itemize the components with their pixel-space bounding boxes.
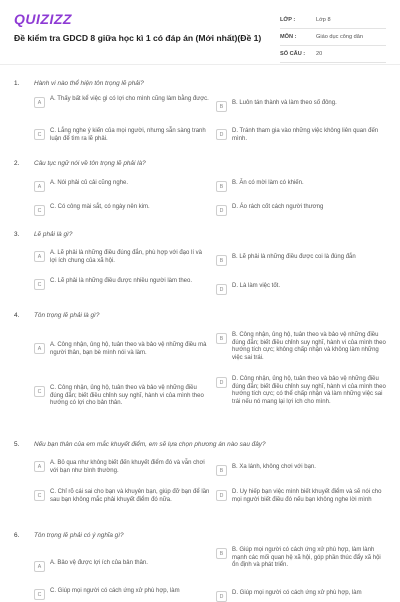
option-a[interactable] xyxy=(34,250,210,265)
quizizz-logo: QUIZIZZ xyxy=(14,11,72,27)
meta-key: MÔN : xyxy=(280,34,297,40)
option-text: A. Bỏ qua như không biết đến khuyết điểm đó và vẫn chơi với bạn như bình thường. xyxy=(50,460,205,474)
option-b[interactable] xyxy=(216,332,386,362)
option-letter: A xyxy=(34,461,45,472)
question-text: Hành vi nào thể hiện tôn trọng lẽ phải? xyxy=(34,80,144,87)
option-letter: D xyxy=(216,129,227,140)
option-text: D. Uy hiếp bạn việc mình biết khuyết điểm và sẽ nói cho mọi người biết điều đó nếu bạn không nghe lời mình xyxy=(232,489,382,503)
option-letter: A xyxy=(34,343,45,354)
option-d[interactable] xyxy=(216,128,386,143)
question-text: Nếu bạn thân của em mắc khuyết điểm, em sẽ lựa chọn phương án nào sau đây? xyxy=(34,441,266,448)
question-1 xyxy=(14,80,386,150)
option-letter: D xyxy=(216,591,227,602)
option-a[interactable] xyxy=(34,180,210,192)
option-c[interactable] xyxy=(34,588,210,600)
option-letter: C xyxy=(34,129,45,140)
option-text: D. Giúp mọi người có cách ứng xử phù hợp, làm xyxy=(232,590,362,596)
option-a[interactable] xyxy=(34,560,210,572)
option-letter: B xyxy=(216,465,227,476)
question-number: 4. xyxy=(14,312,20,319)
option-letter: C xyxy=(34,490,45,501)
question-6 xyxy=(14,532,386,600)
question-text: Tôn trọng lẽ phải có ý nghĩa gì? xyxy=(34,532,124,539)
option-text: A. Thấy bất kể việc gì có lợi cho mình cũng làm bằng được. xyxy=(50,96,209,102)
option-c[interactable] xyxy=(34,385,210,408)
question-2 xyxy=(14,160,386,220)
option-b[interactable] xyxy=(216,254,386,266)
option-letter: B xyxy=(216,181,227,192)
meta-row-count xyxy=(280,46,386,63)
option-c[interactable] xyxy=(34,489,210,504)
option-text: C. Công nhận, ủng hộ, tuân theo và bảo vệ những điều đúng đắn; biết điều chỉnh suy nghĩ, hành vi của mình theo hướng có lợi cho bản thân. xyxy=(50,385,204,407)
question-text: Câu tục ngữ nói về tôn trọng lẽ phải là? xyxy=(34,160,146,167)
option-c[interactable] xyxy=(34,128,210,143)
meta-value: Lớp 8 xyxy=(316,17,331,23)
option-a[interactable] xyxy=(34,96,210,108)
option-text: D. Công nhận, ủng hộ, tuân theo và bảo vệ những điều đúng đắn; biết điều chỉnh suy nghĩ, hành vi của mình theo hướng tích cực; có thể chấp nhận và làm những việc sai trái nếu nó mang lại lợi ích cho mình. xyxy=(232,376,386,405)
option-d[interactable] xyxy=(216,283,386,295)
question-number: 6. xyxy=(14,532,20,539)
question-number: 3. xyxy=(14,231,20,238)
meta-key: LỚP : xyxy=(280,17,296,23)
option-text: B. Luôn tán thành và làm theo số đông. xyxy=(232,100,337,106)
option-text: B. Giúp mọi người có cách ứng xử phù hợp, làm lành mạnh các mối quan hệ xã hội, góp phần thúc đẩy xã hội ổn định và phát triển. xyxy=(232,547,381,569)
option-b[interactable] xyxy=(216,464,386,476)
option-d[interactable] xyxy=(216,590,386,602)
option-letter: C xyxy=(34,386,45,397)
option-text: B. Công nhận, ủng hộ, tuân theo và bảo vệ những điều đúng đắn; biết điều chỉnh suy nghĩ, hành vi của mình theo hướng tích cực; không chấp nhận và không làm những việc sai trái. xyxy=(232,332,386,361)
option-c[interactable] xyxy=(34,278,210,290)
option-letter: B xyxy=(216,333,227,344)
option-letter: D xyxy=(216,490,227,501)
question-4 xyxy=(14,312,386,432)
option-letter: A xyxy=(34,181,45,192)
option-letter: C xyxy=(34,205,45,216)
meta-key: SỐ CÂU : xyxy=(280,51,306,57)
option-text: D. Là làm việc tốt. xyxy=(232,283,281,289)
option-a[interactable] xyxy=(34,460,210,475)
option-letter: D xyxy=(216,284,227,295)
option-text: B. Ăn có mời làm có khiến. xyxy=(232,180,304,186)
question-3 xyxy=(14,231,386,301)
header-divider xyxy=(0,64,400,65)
question-text: Tôn trọng lẽ phải là gì? xyxy=(34,312,100,319)
option-b[interactable] xyxy=(216,547,386,570)
option-text: A. Công nhận, ủng hộ, tuân theo và bảo vệ những điều mà người thân, bạn bè mình nói và làm. xyxy=(50,342,207,356)
option-letter: B xyxy=(216,101,227,112)
option-text: C. Giúp mọi người có cách ứng xử phù hợp, làm xyxy=(50,588,180,594)
option-text: B. Lẽ phải là những điều được coi là đúng đắn xyxy=(232,254,356,260)
option-text: D. Áo rách cốt cách người thương xyxy=(232,204,324,210)
option-text: C. Chỉ rõ cái sai cho bạn và khuyên bạn, giúp đỡ bạn để lần sau bạn không mắc phải khuyết điểm đó nữa. xyxy=(50,489,210,503)
option-letter: A xyxy=(34,561,45,572)
option-d[interactable] xyxy=(216,376,386,406)
option-text: C. Lắng nghe ý kiến của mọi người, nhưng sẵn sàng tranh luận để tìm ra lẽ phải. xyxy=(50,128,206,142)
option-letter: B xyxy=(216,255,227,266)
option-letter: D xyxy=(216,377,227,388)
option-c[interactable] xyxy=(34,204,210,216)
option-text: D. Tránh tham gia vào những việc không liên quan đến mình. xyxy=(232,128,379,142)
question-number: 5. xyxy=(14,441,20,448)
option-text: A. Nói phải củ cải cũng nghe. xyxy=(50,180,129,186)
option-text: C. Lẽ phải là những điều được nhiều người làm theo. xyxy=(50,278,193,284)
option-letter: A xyxy=(34,251,45,262)
meta-value: 20 xyxy=(316,51,323,57)
option-b[interactable] xyxy=(216,180,386,192)
meta-row-grade xyxy=(280,12,386,29)
option-a[interactable] xyxy=(34,342,210,357)
option-d[interactable] xyxy=(216,489,386,504)
question-5 xyxy=(14,441,386,521)
option-text: A. Bảo vệ được lợi ích của bản thân. xyxy=(50,560,148,566)
header xyxy=(0,0,400,64)
meta-row-subject xyxy=(280,29,386,46)
question-number: 1. xyxy=(14,80,20,87)
meta-table xyxy=(280,12,386,63)
question-number: 2. xyxy=(14,160,20,167)
option-letter: A xyxy=(34,97,45,108)
option-letter: B xyxy=(216,548,227,559)
option-text: C. Có công mài sắt, có ngày nên kim. xyxy=(50,204,150,210)
meta-value: Giáo dục công dân xyxy=(316,34,363,40)
option-b[interactable] xyxy=(216,100,386,112)
option-letter: D xyxy=(216,205,227,216)
option-text: A. Lẽ phải là những điều đúng đắn, phù hợp với đạo lí và lợi ích chung của xã hội. xyxy=(50,250,202,264)
option-d[interactable] xyxy=(216,204,386,216)
document-title: Đề kiểm tra GDCD 8 giữa học kì 1 có đáp án (Mới nhất)(Đề 1) xyxy=(14,33,262,43)
option-letter: C xyxy=(34,279,45,290)
question-text: Lẽ phải là gì? xyxy=(34,231,73,238)
option-letter: C xyxy=(34,589,45,600)
option-text: B. Xa lánh, không chơi với bạn. xyxy=(232,464,316,470)
